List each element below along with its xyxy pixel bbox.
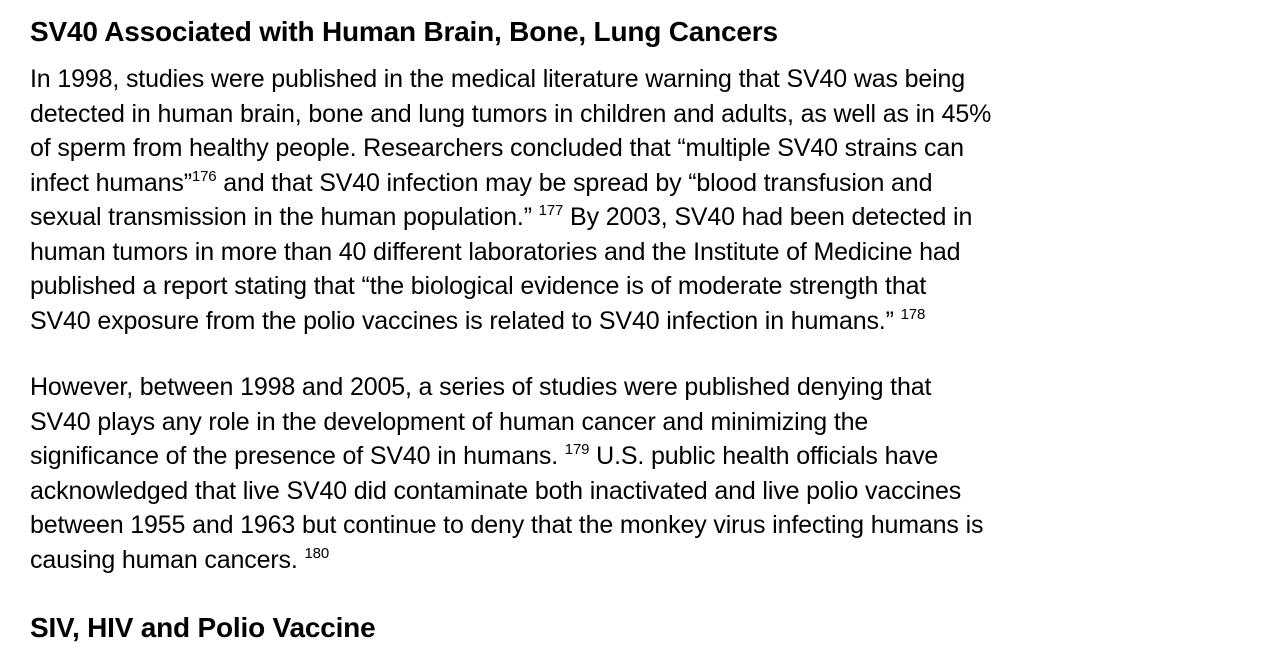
section-heading-sv40: SV40 Associated with Human Brain, Bone, Lung Cancers bbox=[30, 16, 778, 47]
text-run: SV40 exposure from the polio vaccines is related to SV40 infection in humans.” bbox=[30, 306, 901, 335]
footnote-ref-179[interactable]: 179 bbox=[564, 441, 590, 458]
text-run: causing human cancers. bbox=[30, 545, 305, 574]
paragraph-line bbox=[30, 304, 1255, 339]
paragraph-line: detected in human brain, bone and lung tumors in children and adults, as well as in 45% bbox=[30, 99, 992, 128]
text-run: sexual transmission in the human population.” bbox=[30, 203, 539, 231]
paragraph-line bbox=[30, 200, 1255, 235]
paragraph-line: published a report stating that “the biological evidence is of moderate strength that bbox=[30, 272, 927, 300]
paragraph-line bbox=[30, 166, 1255, 201]
document-page bbox=[30, 14, 1255, 646]
paragraph-line bbox=[30, 439, 1255, 474]
text-run: significance of the presence of SV40 in humans. bbox=[30, 442, 565, 470]
section-heading-siv-hiv: SIV, HIV and Polio Vaccine bbox=[30, 612, 376, 643]
text-run: infect humans” bbox=[30, 168, 192, 197]
paragraph-line bbox=[30, 543, 1255, 578]
paragraph-line: human tumors in more than 40 different laboratories and the Institute of Medicine had bbox=[30, 237, 961, 266]
paragraph-line: of sperm from healthy people. Researchers concluded that “multiple SV40 strains can bbox=[30, 134, 964, 162]
paragraph-line: However, between 1998 and 2005, a series of studies were published denying that bbox=[30, 373, 932, 401]
text-run: U.S. public health officials have bbox=[589, 442, 939, 470]
footnote-ref-178[interactable]: 178 bbox=[900, 305, 926, 323]
paragraph-sv40-denial bbox=[30, 370, 1255, 577]
paragraph-line: between 1955 and 1963 but continue to deny that the monkey virus infecting humans is bbox=[30, 511, 984, 539]
footnote-ref-176[interactable]: 176 bbox=[191, 167, 217, 185]
paragraph-line: SV40 plays any role in the development of human cancer and minimizing the bbox=[30, 407, 869, 436]
paragraph-line: acknowledged that live SV40 did contaminate both inactivated and live polio vaccines bbox=[30, 476, 962, 505]
paragraph-line: In 1998, studies were published in the medical literature warning that SV40 was being bbox=[30, 65, 966, 93]
text-run: and that SV40 infection may be spread by “blood transfusion and bbox=[216, 168, 933, 197]
footnote-ref-177[interactable]: 177 bbox=[538, 202, 564, 219]
text-run: By 2003, SV40 had been detected in bbox=[563, 203, 973, 231]
paragraph-sv40-detection bbox=[30, 62, 1255, 338]
footnote-ref-180[interactable]: 180 bbox=[304, 544, 330, 562]
